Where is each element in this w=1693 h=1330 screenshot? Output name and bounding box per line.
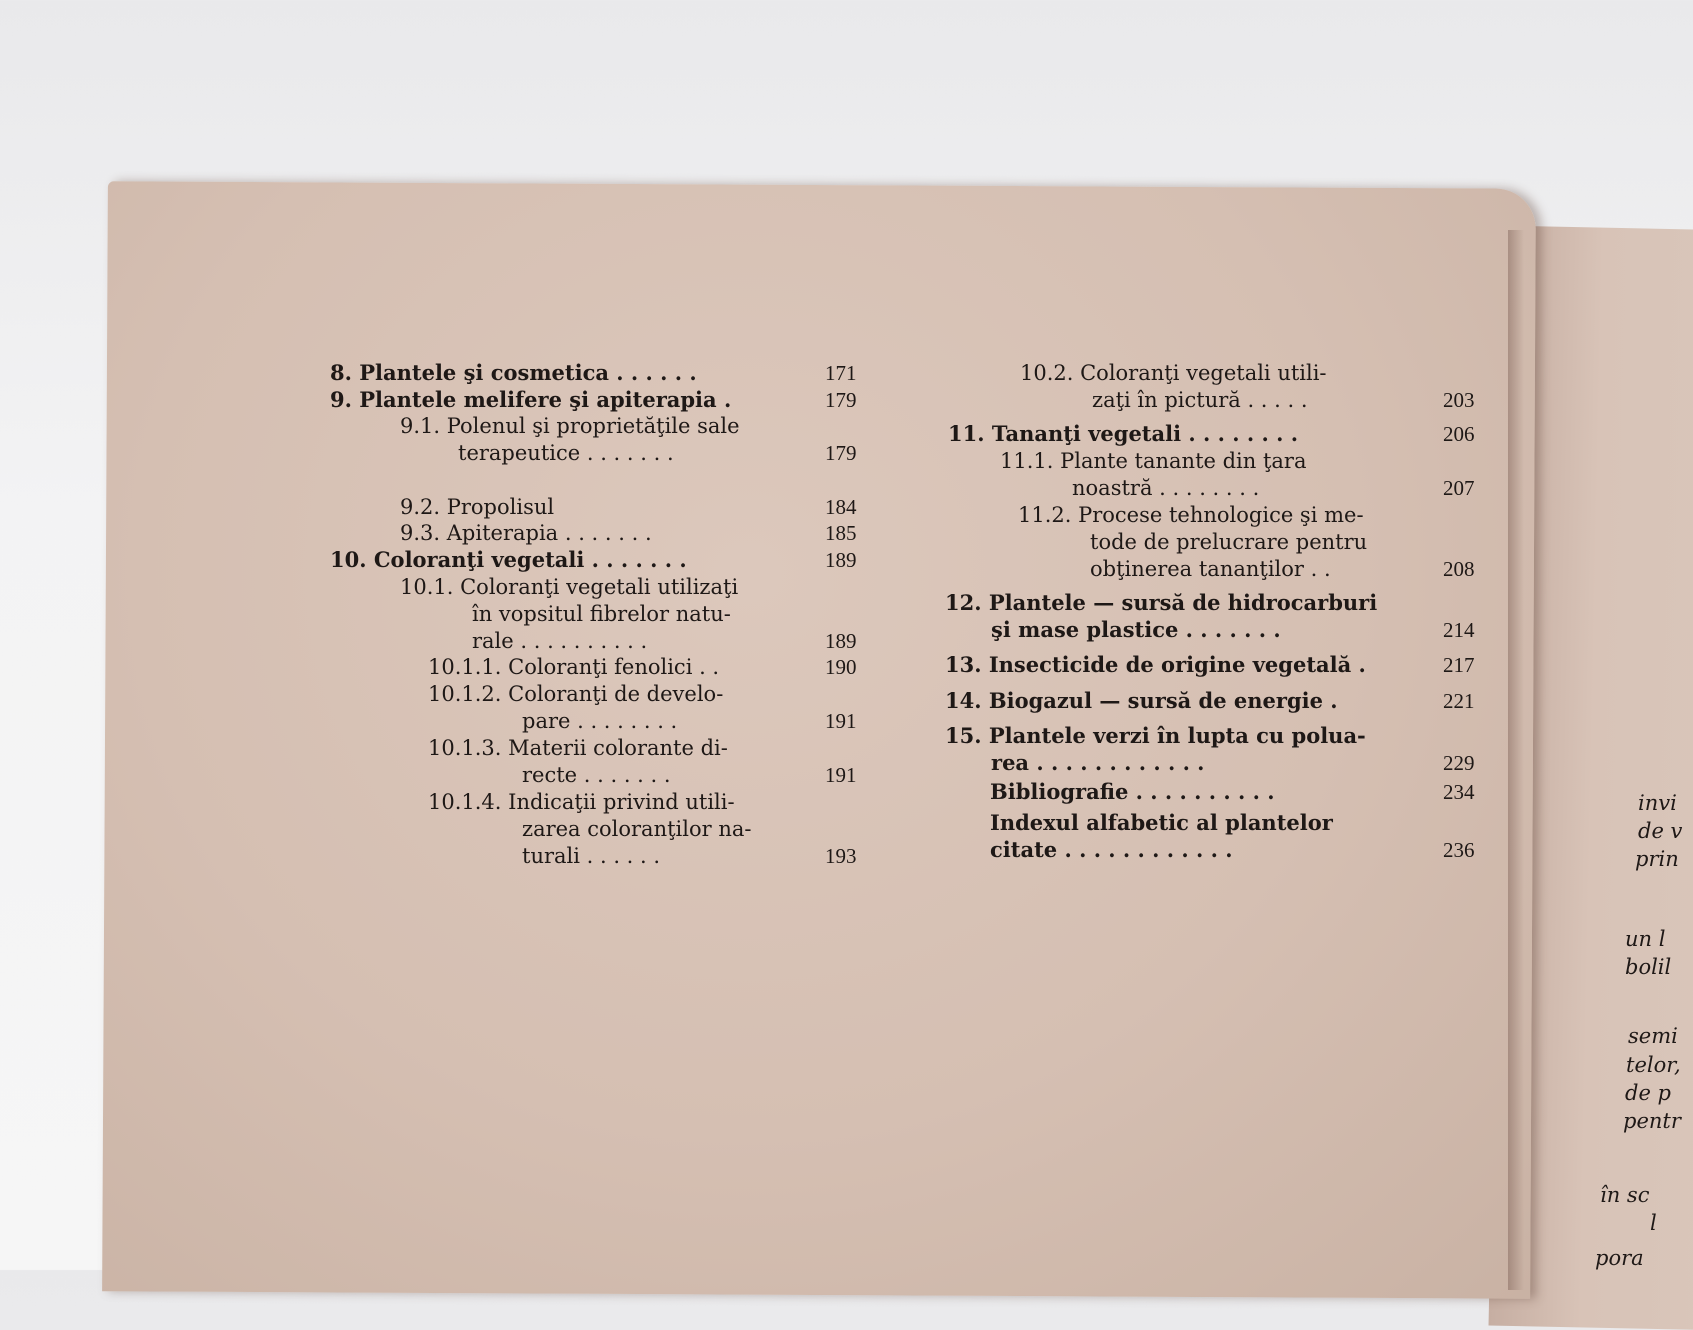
facing-page-line-2: de v — [1638, 819, 1683, 843]
facing-page-line-4: un l — [1625, 927, 1666, 951]
toc-page-number-e1011: 190 — [825, 655, 857, 679]
facing-page-line-3: prin — [1635, 847, 1679, 871]
toc-entry-e1013-line-1: 10.1.3. Materii colorante di- — [428, 736, 728, 760]
toc-entry-e91-line-2: terapeutice . . . . . . . — [458, 440, 674, 465]
toc-entry-e1012-line-2: pare . . . . . . . . — [522, 708, 678, 733]
toc-page-number-e92: 184 — [825, 495, 857, 519]
facing-page-line-1: invi — [1638, 791, 1677, 815]
toc-page-number-e93: 185 — [825, 521, 857, 545]
toc-entry-eidx-line-1: Indexul alfabetic al plantelor — [990, 810, 1333, 835]
toc-entry-e93-line-1: 9.3. Apiterapia . . . . . . . — [400, 521, 652, 545]
toc-page-number-ebib: 234 — [1443, 780, 1475, 804]
toc-entry-e92-line-1: 9.2. Propolisul — [400, 495, 555, 519]
toc-entry-e1014-line-2: zarea coloranţilor na- — [522, 816, 752, 841]
facing-page-line-8: de p — [1625, 1081, 1671, 1105]
facing-page-line-9: pentr — [1623, 1109, 1681, 1133]
toc-entry-eidx-line-2: citate . . . . . . . . . . . . — [990, 836, 1233, 862]
toc-entry-e101-line-3: rale . . . . . . . . . . — [472, 628, 648, 653]
toc-entry-e13-line-1: 13. Insecticide de origine vegetală . — [945, 652, 1366, 677]
facing-page-line-5: bolil — [1625, 955, 1672, 979]
page-gutter-shadow — [1508, 230, 1524, 1290]
toc-page-number-e1014: 193 — [825, 843, 857, 868]
toc-page-number-e9: 179 — [825, 388, 857, 412]
toc-page-number-e12: 214 — [1443, 617, 1475, 642]
toc-entry-e112-line-1: 11.2. Procese tehnologice şi me- — [1018, 503, 1364, 527]
toc-page-number-e91: 179 — [825, 440, 857, 465]
toc-entry-e102-line-1: 10.2. Coloranţi vegetali utili- — [1020, 361, 1327, 385]
toc-entry-e10-line-1: 10. Coloranţi vegetali . . . . . . . — [330, 547, 687, 572]
toc-page-number-e13: 217 — [1443, 653, 1475, 677]
toc-entry-e112-line-2: tode de prelucrare pentru — [1090, 529, 1368, 554]
toc-entry-e12-line-2: şi mase plastice . . . . . . . — [991, 616, 1281, 642]
toc-entry-e111-line-2: noastră . . . . . . . . — [1072, 475, 1260, 500]
toc-entry-e9-line-1: 9. Plantele melifere şi apiterapia . — [330, 387, 732, 412]
toc-entry-e1014-line-1: 10.1.4. Indicaţii privind utili- — [428, 790, 735, 814]
toc-entry-ebib-line-1: Bibliografie . . . . . . . . . . — [990, 779, 1275, 804]
toc-entry-e14-line-1: 14. Biogazul — sursă de energie . — [945, 688, 1338, 713]
toc-entry-e101-line-1: 10.1. Coloranţi vegetali utilizaţi — [400, 575, 739, 599]
toc-entry-e91-line-1: 9.1. Polenul şi proprietăţile sale — [400, 414, 740, 438]
toc-page-number-e1012: 191 — [825, 708, 857, 733]
toc-page-number-e15: 229 — [1443, 750, 1475, 775]
toc-entry-e101-line-2: în vopsitul fibrelor natu- — [472, 601, 731, 626]
toc-page-number-e10: 189 — [825, 548, 857, 572]
toc-page-number-e111: 207 — [1443, 475, 1475, 500]
toc-entry-e112-line-3: obţinerea tananţilor . . — [1090, 556, 1331, 581]
toc-page-number-e112: 208 — [1443, 556, 1475, 581]
toc-page-number-eidx: 236 — [1443, 837, 1475, 862]
toc-entry-e15-line-2: rea . . . . . . . . . . . . — [991, 749, 1205, 775]
toc-entry-e8-line-1: 8. Plantele şi cosmetica . . . . . . — [330, 360, 697, 385]
facing-page-line-6: semi — [1628, 1024, 1678, 1048]
toc-entry-e1013-line-2: recte . . . . . . . — [522, 762, 671, 787]
toc-entry-e1011-line-1: 10.1.1. Coloranţi fenolici . . — [428, 655, 720, 679]
toc-page-number-e11: 206 — [1443, 422, 1475, 446]
facing-page-line-11: l — [1650, 1211, 1657, 1235]
toc-entry-e11-line-1: 11. Tananţi vegetali . . . . . . . . — [948, 421, 1299, 446]
toc-entry-e12-line-1: 12. Plantele — sursă de hidrocarburi — [945, 590, 1378, 615]
toc-entry-e102-line-2: zaţi în pictură . . . . . — [1092, 387, 1308, 412]
toc-page-number-e1013: 191 — [825, 762, 857, 787]
facing-page-line-7: telor, — [1626, 1053, 1681, 1077]
toc-entry-e111-line-1: 11.1. Plante tanante din ţara — [1000, 449, 1307, 473]
toc-entry-e1012-line-1: 10.1.2. Coloranţi de develo- — [428, 682, 724, 706]
toc-page-number-e102: 203 — [1443, 387, 1475, 412]
toc-page-number-e14: 221 — [1443, 689, 1475, 713]
toc-entry-e1014-line-3: turali . . . . . . — [522, 843, 661, 868]
facing-page-line-10: în sc — [1600, 1183, 1650, 1207]
facing-page-line-12: pora — [1595, 1246, 1644, 1270]
toc-page-number-e8: 171 — [825, 361, 857, 385]
toc-entry-e15-line-1: 15. Plantele verzi în lupta cu polua- — [945, 723, 1366, 748]
toc-page-number-e101: 189 — [825, 628, 857, 653]
